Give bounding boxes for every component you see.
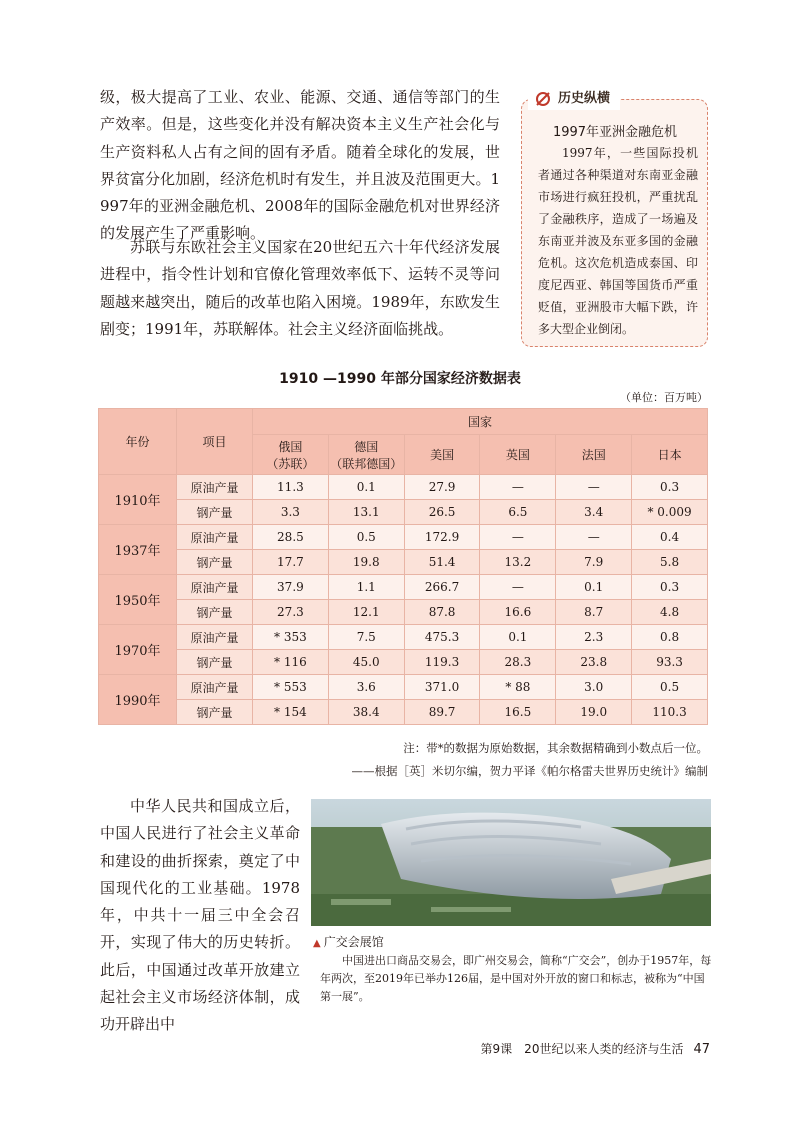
year-cell: 1990年 <box>99 675 177 725</box>
table-note: 注：带*的数据为原始数据，其余数据精确到小数点后一位。 <box>403 741 708 755</box>
value-cell: 3.3 <box>253 500 329 525</box>
country-name: 日本 <box>657 448 682 462</box>
value-cell: * 0.009 <box>632 500 708 525</box>
value-cell: * 353 <box>253 625 329 650</box>
table-row <box>99 700 708 725</box>
header-country-cell <box>328 435 404 475</box>
table-row <box>99 650 708 675</box>
value-cell: 0.1 <box>556 575 632 600</box>
sidebar-title: 1997年亚洲金融危机 <box>552 125 678 140</box>
value-cell: 475.3 <box>404 625 480 650</box>
table-unit: （单位：百万吨） <box>620 391 708 404</box>
table-title: 1910 —1990 年部分国家经济数据表 <box>279 371 521 387</box>
value-cell: 266.7 <box>404 575 480 600</box>
value-cell: 19.0 <box>556 700 632 725</box>
value-cell: 93.3 <box>632 650 708 675</box>
value-cell: 0.3 <box>632 575 708 600</box>
country-alt-name: （联邦德国） <box>330 456 403 471</box>
value-cell: — <box>480 525 556 550</box>
header-country-cell <box>253 435 329 475</box>
value-cell: 0.4 <box>632 525 708 550</box>
value-cell: 110.3 <box>632 700 708 725</box>
value-cell: 26.5 <box>404 500 480 525</box>
value-cell: 16.6 <box>480 600 556 625</box>
value-cell: 27.3 <box>253 600 329 625</box>
value-cell: 0.8 <box>632 625 708 650</box>
page-number: 47 <box>693 1042 710 1057</box>
header-item: 项目 <box>177 409 253 475</box>
value-cell: 4.8 <box>632 600 708 625</box>
year-cell: 1950年 <box>99 575 177 625</box>
table-row <box>99 600 708 625</box>
table-row <box>99 550 708 575</box>
value-cell: 0.1 <box>328 475 404 500</box>
value-cell: * 88 <box>480 675 556 700</box>
value-cell: 87.8 <box>404 600 480 625</box>
header-country: 国家 <box>253 409 708 435</box>
table-row <box>99 575 708 600</box>
footer-lesson: 第9课 20世纪以来人类的经济与生活 <box>480 1042 684 1056</box>
value-cell: 0.1 <box>480 625 556 650</box>
value-cell: 17.7 <box>253 550 329 575</box>
value-cell: 45.0 <box>328 650 404 675</box>
value-cell: * 553 <box>253 675 329 700</box>
value-cell: 38.4 <box>328 700 404 725</box>
body-paragraph-2: 苏联与东欧社会主义国家在20世纪五六十年代经济发展进程中，指令性计划和官僚化管理效率低下、运转不灵等问题越来越突出，随后的改革也陷入困境。1989年，东欧发生剧变；1991年，苏联解体。社会主义经济面临挑战。 <box>100 238 500 338</box>
country-name: 美国 <box>430 448 455 462</box>
photo-caption-label <box>313 933 384 950</box>
item-cell: 钢产量 <box>177 650 253 675</box>
value-cell: 51.4 <box>404 550 480 575</box>
value-cell: 3.4 <box>556 500 632 525</box>
value-cell: — <box>480 575 556 600</box>
table-row <box>99 675 708 700</box>
value-cell: — <box>556 525 632 550</box>
value-cell: 371.0 <box>404 675 480 700</box>
value-cell: 28.3 <box>480 650 556 675</box>
sidebar-text: 1997年，一些国际投机者通过各种渠道对东南亚金融市场进行疯狂投机，严重扰乱了金融秩序，造成了一场遍及东南亚并波及东亚多国的金融危机。这次危机造成泰国、印度尼西亚、韩国等国货币严重贬值，亚洲股市大幅下跌，许多大型企业倒闭。 <box>538 146 698 336</box>
header-country-cell <box>632 435 708 475</box>
value-cell: 7.9 <box>556 550 632 575</box>
value-cell: 28.5 <box>253 525 329 550</box>
value-cell: 172.9 <box>404 525 480 550</box>
value-cell: 3.6 <box>328 675 404 700</box>
table-row <box>99 525 708 550</box>
value-cell: 0.3 <box>632 475 708 500</box>
country-name: 英国 <box>505 448 530 462</box>
value-cell: 5.8 <box>632 550 708 575</box>
item-cell: 原油产量 <box>177 625 253 650</box>
page-footer <box>481 1040 710 1057</box>
value-cell: 27.9 <box>404 475 480 500</box>
year-cell: 1910年 <box>99 475 177 525</box>
value-cell: 6.5 <box>480 500 556 525</box>
item-cell: 钢产量 <box>177 500 253 525</box>
value-cell: 13.1 <box>328 500 404 525</box>
value-cell: 11.3 <box>253 475 329 500</box>
caption-label-text: 广交会展馆 <box>323 935 384 949</box>
value-cell: 2.3 <box>556 625 632 650</box>
value-cell: 19.8 <box>328 550 404 575</box>
photo-caption-text: 中国进出口商品交易会，即广州交易会，简称“广交会”，创办于1957年，每年两次，至2019年已举办126届，是中国对外开放的窗口和标志，被称为“中国第一展”。 <box>320 954 712 1003</box>
table-source: ——根据［英］米切尔编，贺力平译《帕尔格雷夫世界历史统计》编制 <box>351 764 708 778</box>
history-scroll-icon <box>534 90 552 108</box>
table-row <box>99 475 708 500</box>
table-row <box>99 625 708 650</box>
value-cell: 23.8 <box>556 650 632 675</box>
item-cell: 钢产量 <box>177 600 253 625</box>
value-cell: 3.0 <box>556 675 632 700</box>
country-name: 俄国 <box>278 439 303 454</box>
country-name: 法国 <box>581 448 606 462</box>
economic-data-table <box>98 408 708 725</box>
value-cell: 16.5 <box>480 700 556 725</box>
header-country-cell <box>556 435 632 475</box>
value-cell: 89.7 <box>404 700 480 725</box>
value-cell: — <box>556 475 632 500</box>
country-name: 德国 <box>354 439 379 454</box>
value-cell: 7.5 <box>328 625 404 650</box>
value-cell: — <box>480 475 556 500</box>
item-cell: 原油产量 <box>177 575 253 600</box>
caption-triangle-icon: ▲ <box>313 938 321 949</box>
value-cell: 37.9 <box>253 575 329 600</box>
value-cell: 0.5 <box>632 675 708 700</box>
canton-fair-photo <box>311 799 711 926</box>
sidebar-tag: 历史纵横 <box>558 91 611 106</box>
value-cell: 1.1 <box>328 575 404 600</box>
value-cell: * 154 <box>253 700 329 725</box>
value-cell: * 116 <box>253 650 329 675</box>
header-country-cell <box>480 435 556 475</box>
country-alt-name: （苏联） <box>266 456 315 471</box>
header-year: 年份 <box>99 409 177 475</box>
item-cell: 钢产量 <box>177 700 253 725</box>
value-cell: 8.7 <box>556 600 632 625</box>
item-cell: 钢产量 <box>177 550 253 575</box>
value-cell: 12.1 <box>328 600 404 625</box>
bottom-paragraph: 中华人民共和国成立后，中国人民进行了社会主义革命和建设的曲折探索，奠定了中国现代化的工业基础。1978年，中共十一届三中全会召开，实现了伟大的历史转折。此后，中国通过改革开放建立起社会主义市场经济体制，成功开辟出中 <box>100 797 300 1034</box>
value-cell: 119.3 <box>404 650 480 675</box>
value-cell: 0.5 <box>328 525 404 550</box>
item-cell: 原油产量 <box>177 675 253 700</box>
table-row <box>99 500 708 525</box>
year-cell: 1937年 <box>99 525 177 575</box>
value-cell: 13.2 <box>480 550 556 575</box>
item-cell: 原油产量 <box>177 475 253 500</box>
year-cell: 1970年 <box>99 625 177 675</box>
header-country-cell <box>404 435 480 475</box>
item-cell: 原油产量 <box>177 525 253 550</box>
body-paragraph-1: 级，极大提高了工业、农业、能源、交通、通信等部门的生产效率。但是，这些变化并没有解决资本主义生产社会化与生产资料私人占有之间的固有矛盾。随着全球化的发展，世界贫富分化加剧，经济危机时有发生，并且波及范围更大。1997年的亚洲金融危机、2008年的国际金融危机对世界经济的发展产生了严重影响。 <box>100 88 500 243</box>
